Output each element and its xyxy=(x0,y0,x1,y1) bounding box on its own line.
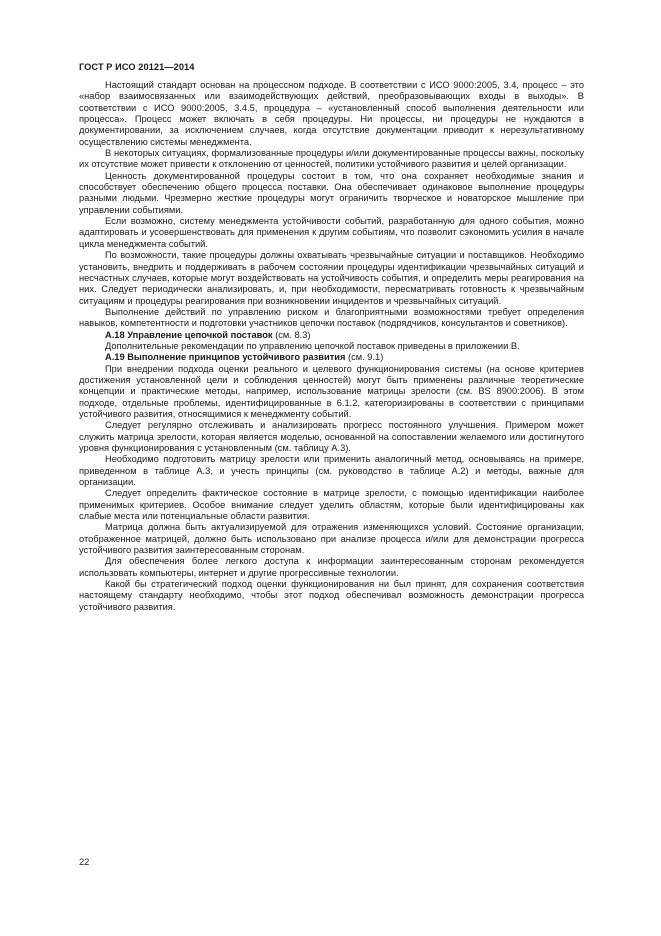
page-number: 22 xyxy=(79,857,90,867)
paragraph: Необходимо подготовить матрицу зрелости или применить аналогичный метод, основываясь на примере, приведенном в таблице А.3, и учесть принципы (см. руководство в таблице А.2) и методы, важные для организации. xyxy=(79,454,584,488)
section-title: А.19 Выполнение принципов устойчивого развития xyxy=(105,352,346,363)
paragraph: Выполнение действий по управлению риском и благоприятными возможностями требует определения навыков, компетентности и подготовки участников цепочки поставок (подрядчиков, консультантов и советников). xyxy=(79,306,584,329)
paragraph: В некоторых ситуациях, формализованные процедуры и/или документированные процессы важны, поскольку их отсутствие может привести к отклонению от ценностей, политики устойчивого развития и целей организации. xyxy=(79,148,584,170)
section-heading-a19 xyxy=(79,352,584,363)
section-ref: (см. 9.1) xyxy=(345,352,384,363)
paragraph: Дополнительные рекомендации по управлению цепочкой поставок приведены в приложении В. xyxy=(105,340,520,351)
paragraph: Следует регулярно отслеживать и анализировать прогресс постоянного улучшения. Примером может служить матрица зрелости, которая является моделью, основанной на сопоставлении желаемого или достигнутого уровня функционирования с установленным (см. таблицу А.3). xyxy=(79,420,584,453)
paragraph: Какой бы стратегический подход оценки функционирования ни был принят, для сохранения соответствия настоящему стандарту необходимо, чтобы этот подход обеспечивал возможность демонстрации прогресса устойчивого развития. xyxy=(79,579,584,612)
document-body xyxy=(79,80,584,613)
document-header: ГОСТ Р ИСО 20121—2014 xyxy=(79,62,195,72)
paragraph: Ценность документированной процедуры состоит в том, что она сохраняет необходимые знания и способствует обеспечению общего процесса поставки. Она обеспечивает одинаковое выполнение процедуры разными людьми. Чрезмерно жесткие процедуры могут ограничить творческое и новаторское мышление при управлении событиями. xyxy=(79,170,584,215)
paragraph: По возможности, такие процедуры должны охватывать чрезвычайные ситуации и поставщиков. Необходимо установить, внедрить и поддерживать в рабочем состоянии процедуры идентификации чрезвычайных ситуаций и несчастных случаев, которые могут воздействовать на устойчивость события, и определить меры реагирования на них. Следует периодически анализировать, и, при необходимости, пересматривать готовность к чрезвычайным ситуациям и процедуры реагирования при возникновении инцидентов и чрезвычайных ситуаций. xyxy=(79,250,584,306)
paragraph: Настоящий стандарт основан на процессном подходе. В соответствии с ИСО 9000:2005, 3.4, процесс – это «набор взаимосвязанных или взаимодействующих действий, преобразовывающих входы в выходы». В соответствии с ИСО 9000:2005, 3.4.5, процедура – «установленный способ выполнения деятельности или процесса». Процесс может включать в себя процедуры. Ни процессы, ни процедуры не нуждаются в документировании, за исключением случаев, когда отсутствие документации приводит к нерезультативному осуществлению системы менеджмента. xyxy=(79,80,584,147)
paragraph: Следует определить фактическое состояние в матрице зрелости, с помощью идентификации наиболее применимых критериев. Особое внимание следует уделить областям, которые были идентифицированы как слабые места или потенциальные области развития. xyxy=(79,488,584,522)
paragraph: Если возможно, систему менеджмента устойчивости событий, разработанную для одного события, можно адаптировать и усовершенствовать для применения к другим событиям, что позволит сэкономить усилия в начале цикла менеджмента событий. xyxy=(79,216,584,249)
section-title: А.18 Управление цепочкой поставок xyxy=(105,329,273,340)
paragraph: Для обеспечения более легкого доступа к информации заинтересованным сторонам рекомендуется использовать компьютеры, интернет и другие прогрессивные технологии. xyxy=(79,556,584,578)
paragraph: При внедрении подхода оценки реального и целевого функционирования системы (на основе критериев достижения установленной цели и соблюдения ценностей) могут быть применены различные теоретические концепции и практические методы, например, использование матрицы зрелости (см. BS 8900:2006). В этом подходе, отдельные проблемы, идентифицированные в 6.1.2, категоризированы в соответствии с принципами устойчивого развития, относящимися к менеджменту событий. xyxy=(79,363,584,419)
paragraph: Матрица должна быть актуализируемой для отражения изменяющихся условий. Состояние организации, отображенное матрицей, должно быть использовано при анализе процесса и/или для демонстрации прогресса устойчивого развития заинтересованным сторонам. xyxy=(79,522,584,556)
section-ref: (см. 8.3) xyxy=(272,329,311,340)
section-heading-a18 xyxy=(79,330,584,341)
